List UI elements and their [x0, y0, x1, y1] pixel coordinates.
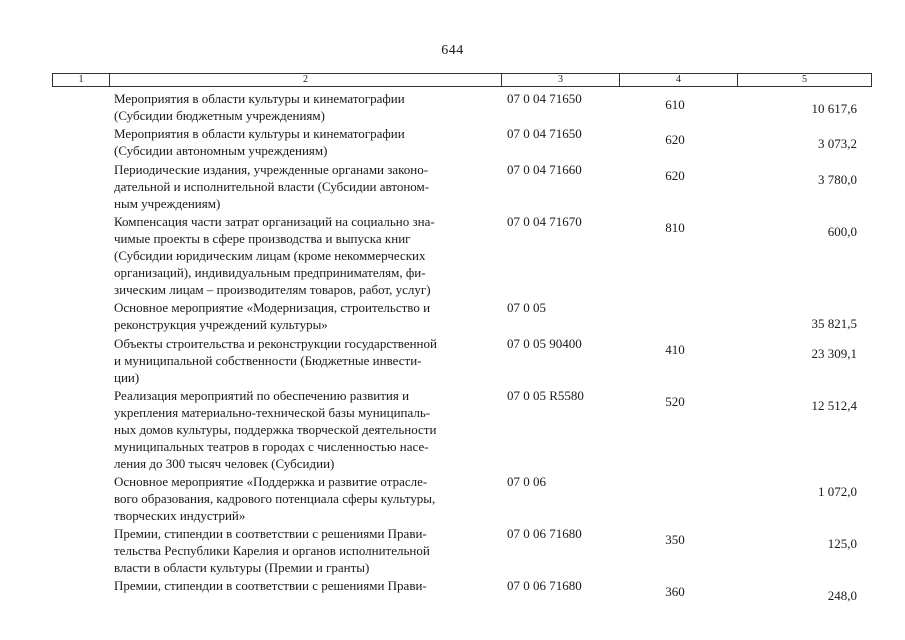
- page-number: 644: [441, 43, 464, 58]
- row-description-line: ных домов культуры, поддержка творческой деятельности: [114, 422, 437, 437]
- row-description-line: тельства Республики Карелия и органов исполнительной: [114, 543, 430, 558]
- row-expense-type: 350: [665, 532, 685, 547]
- row-expense-type: 360: [665, 584, 685, 599]
- row-description: [114, 387, 496, 472]
- row-description-line: (Субсидии бюджетным учреждениям): [114, 108, 325, 123]
- row-description: [114, 525, 496, 576]
- row-description-line: дательной и исполнительной власти (Субсидии автоном-: [114, 179, 430, 194]
- row-description-line: Премии, стипендии в соответствии с решениями Прави-: [114, 578, 427, 593]
- column-header-row: [52, 73, 872, 87]
- row-amount: 248,0: [827, 588, 857, 603]
- row-code: 07 0 04 71650: [507, 126, 582, 141]
- row-amount: 12 512,4: [811, 398, 857, 413]
- row-description-line: Периодические издания, учрежденные органами законо-: [114, 162, 429, 177]
- row-description-line: Объекты строительства и реконструкции государственной: [114, 336, 437, 351]
- row-code: 07 0 06: [507, 474, 546, 489]
- row-amount: 3 780,0: [818, 172, 857, 187]
- row-description-line: ции): [114, 370, 140, 385]
- row-code: 07 0 04 71660: [507, 162, 582, 177]
- row-expense-type: 810: [665, 220, 685, 235]
- row-code: 07 0 06 71680: [507, 526, 582, 541]
- row-description-line: Компенсация части затрат организаций на социально зна-: [114, 214, 435, 229]
- row-amount: 3 073,2: [818, 136, 857, 151]
- column-header-4: 4: [619, 74, 737, 86]
- row-description-line: ным учреждениям): [114, 196, 221, 211]
- row-description-line: зическим лицам – производителям товаров, работ, услуг): [114, 282, 431, 297]
- column-header-5: 5: [737, 74, 871, 86]
- row-expense-type: 620: [665, 132, 685, 147]
- row-expense-type: 610: [665, 97, 685, 112]
- row-description-line: (Субсидии автономным учреждениям): [114, 143, 328, 158]
- row-description-line: укрепления материально-технической базы муниципаль-: [114, 405, 431, 420]
- row-description: [114, 161, 496, 212]
- row-description-line: власти в области культуры (Премии и гранты): [114, 560, 370, 575]
- row-description: [114, 213, 496, 298]
- row-description-line: (Субсидии юридическим лицам (кроме некоммерческих: [114, 248, 426, 263]
- row-expense-type: 520: [665, 394, 685, 409]
- row-description-line: муниципальных театров в городах с численностью насе-: [114, 439, 429, 454]
- row-description-line: организаций), индивидуальным предпринимателям, фи-: [114, 265, 426, 280]
- row-description-line: и муниципальной собственности (Бюджетные инвести-: [114, 353, 422, 368]
- row-amount: 35 821,5: [811, 316, 857, 331]
- row-description-line: Основное мероприятие «Поддержка и развитие отрасле-: [114, 474, 428, 489]
- column-header-3: 3: [501, 74, 619, 86]
- row-amount: 10 617,6: [811, 101, 857, 116]
- row-description-line: ления до 300 тысяч человек (Субсидии): [114, 456, 335, 471]
- row-amount: 1 072,0: [818, 484, 857, 499]
- row-description: [114, 335, 496, 386]
- row-code: 07 0 05 90400: [507, 336, 582, 351]
- row-code: 07 0 05 R5580: [507, 388, 584, 403]
- row-description-line: чимые проекты в сфере производства и выпуска книг: [114, 231, 411, 246]
- row-code: 07 0 05: [507, 300, 546, 315]
- row-code: 07 0 06 71680: [507, 578, 582, 593]
- row-code: 07 0 04 71650: [507, 91, 582, 106]
- row-description-line: Премии, стипендии в соответствии с решениями Прави-: [114, 526, 427, 541]
- row-description-line: вого образования, кадрового потенциала сферы культуры,: [114, 491, 436, 506]
- row-description: [114, 577, 496, 594]
- row-description: [114, 473, 496, 524]
- row-code: 07 0 04 71670: [507, 214, 582, 229]
- row-description-line: Мероприятия в области культуры и кинематографии: [114, 91, 405, 106]
- column-header-2: 2: [109, 74, 501, 86]
- row-description: [114, 299, 496, 333]
- row-description-line: Реализация мероприятий по обеспечению развития и: [114, 388, 410, 403]
- row-amount: 23 309,1: [811, 346, 857, 361]
- row-expense-type: 620: [665, 168, 685, 183]
- column-header-1: 1: [78, 74, 84, 85]
- row-amount: 600,0: [827, 224, 857, 239]
- row-description: [114, 125, 496, 159]
- row-expense-type: 410: [665, 342, 685, 357]
- row-description-line: Мероприятия в области культуры и кинематографии: [114, 126, 405, 141]
- row-description-line: Основное мероприятие «Модернизация, строительство и: [114, 300, 431, 315]
- row-description-line: творческих индустрий»: [114, 508, 246, 523]
- row-description-line: реконструкция учреждений культуры»: [114, 317, 328, 332]
- row-amount: 125,0: [827, 536, 857, 551]
- row-description: [114, 90, 496, 124]
